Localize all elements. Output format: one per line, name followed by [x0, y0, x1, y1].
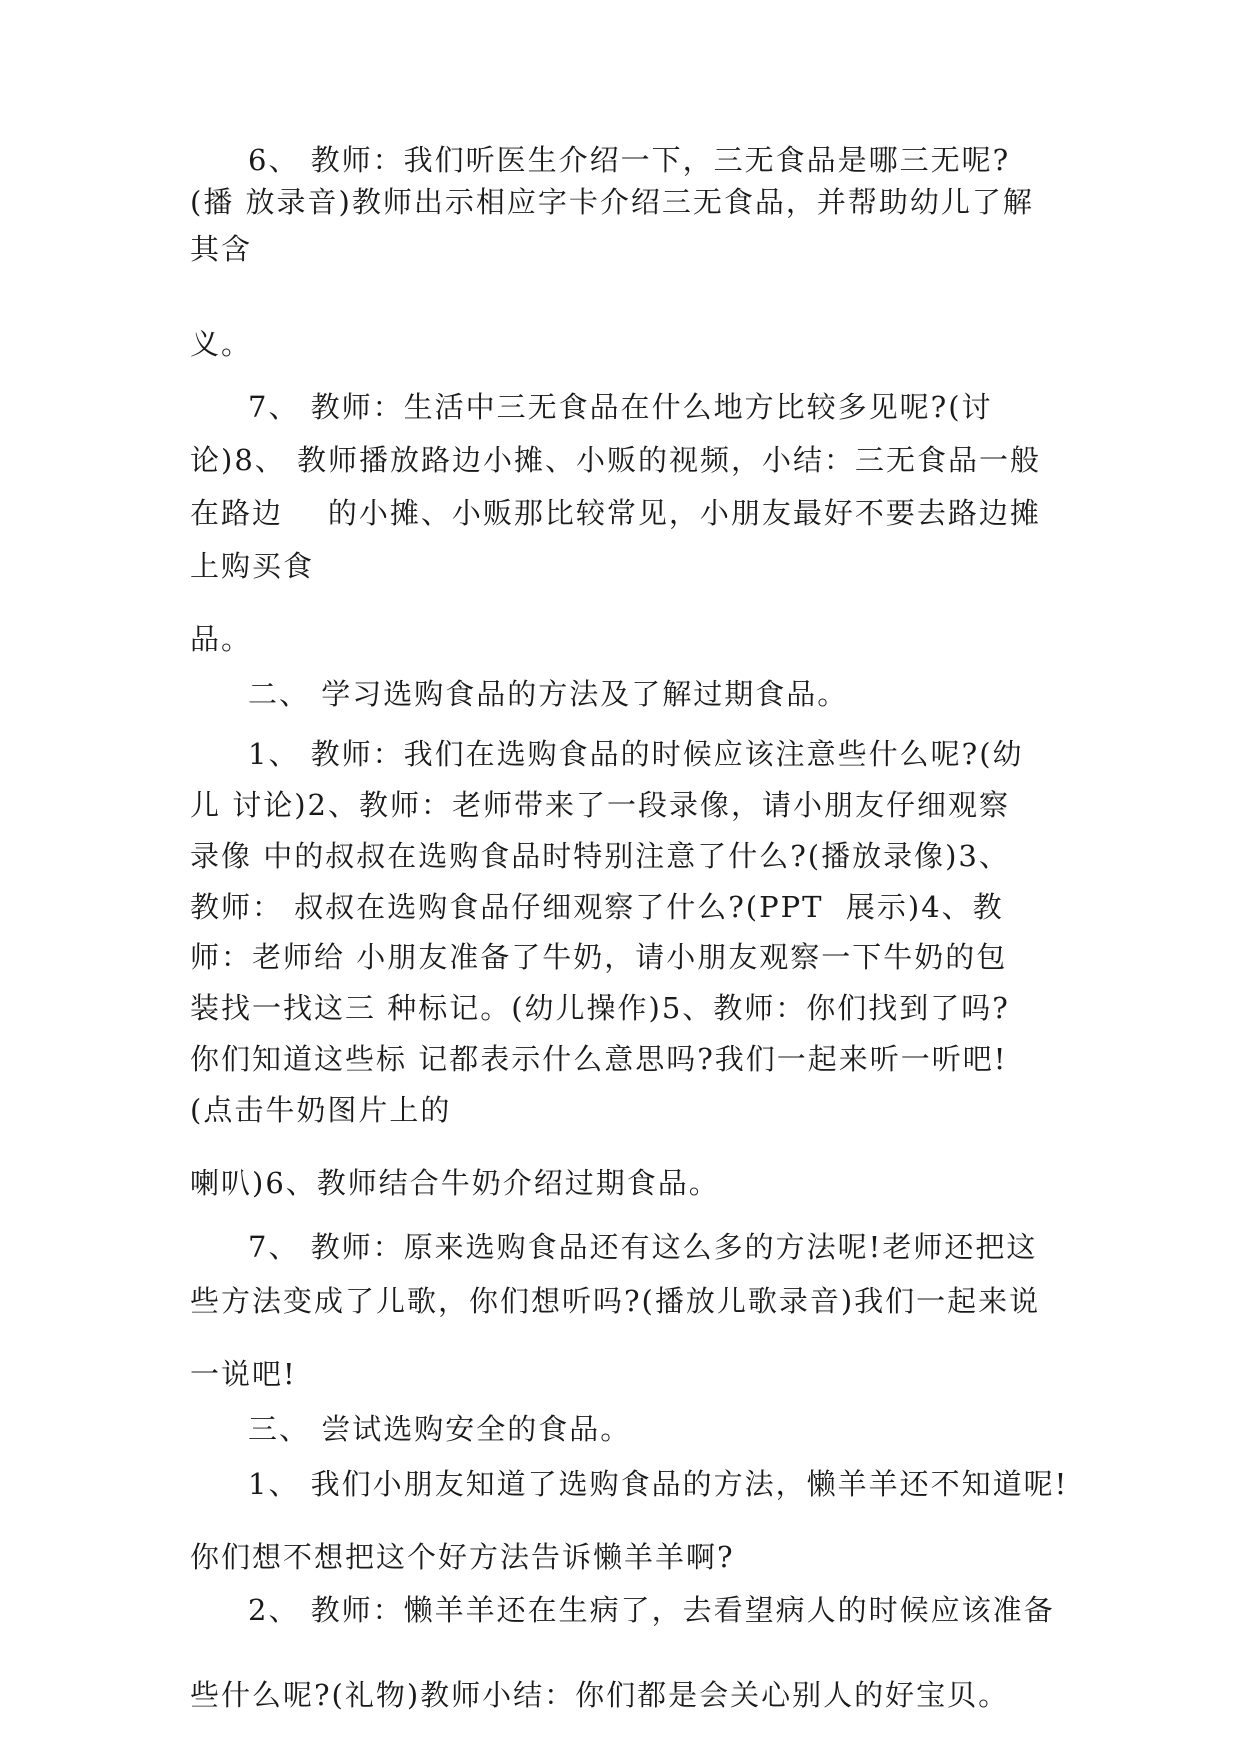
text-line: 一说吧!: [190, 1357, 297, 1391]
text-line: 师：老师给 小朋友准备了牛奶，请小朋友观察一下牛奶的包: [190, 940, 1008, 974]
text-line: 1、 教师：我们在选购食品的时候应该注意些什么呢?(幼: [248, 737, 1024, 771]
text-line: 义。: [190, 327, 253, 361]
section-heading: 二、 学习选购食品的方法及了解过期食品。: [248, 677, 849, 711]
text-line: 装找一找这三 种标记。(幼儿操作)5、教师：你们找到了吗?: [190, 991, 1010, 1025]
text-line: 录像 中的叔叔在选购食品时特别注意了什么?(播放录像)3、: [190, 839, 1010, 873]
text-line: 其含: [190, 232, 253, 266]
text-line: 上购买食: [190, 549, 315, 583]
text-line: 1、 我们小朋友知道了选购食品的方法，懒羊羊还不知道呢!: [248, 1467, 1069, 1501]
text-line: 论)8、 教师播放路边小摊、小贩的视频，小结：三无食品一般: [190, 443, 1041, 477]
text-line: 喇叭)6、教师结合牛奶介绍过期食品。: [190, 1166, 720, 1200]
text-line: 2、 教师：懒羊羊还在生病了，去看望病人的时候应该准备: [248, 1593, 1055, 1627]
text-line: 教师： 叔叔在选购食品仔细观察了什么?(PPT 展示)4、教: [190, 890, 1004, 924]
text-line: (播 放录音)教师出示相应字卡介绍三无食品，并帮助幼儿了解: [190, 185, 1034, 219]
text-line: 7、 教师：生活中三无食品在什么地方比较多见呢?(讨: [248, 390, 993, 424]
text-line: 7、 教师：原来选购食品还有这么多的方法呢!老师还把这: [248, 1230, 1038, 1264]
text-line: 儿 讨论)2、教师：老师带来了一段录像，请小朋友仔细观察: [190, 788, 1010, 822]
text-line: 些方法变成了儿歌，你们想听吗?(播放儿歌录音)我们一起来说: [190, 1284, 1041, 1318]
text-line: 你们想不想把这个好方法告诉懒羊羊啊?: [190, 1540, 735, 1574]
text-line: 些什么呢?(礼物)教师小结：你们都是会关心别人的好宝贝。: [190, 1678, 1010, 1712]
text-line: 6、 教师：我们听医生介绍一下，三无食品是哪三无呢?: [248, 143, 1011, 177]
text-line: 在路边 的小摊、小贩那比较常见，小朋友最好不要去路边摊: [190, 496, 1041, 530]
text-line: 你们知道这些标 记都表示什么意思吗?我们一起来听一听吧!: [190, 1042, 1008, 1076]
text-line: (点击牛奶图片上的: [190, 1093, 452, 1127]
text-line: 品。: [190, 622, 253, 656]
section-heading: 三、 尝试选购安全的食品。: [248, 1412, 632, 1446]
